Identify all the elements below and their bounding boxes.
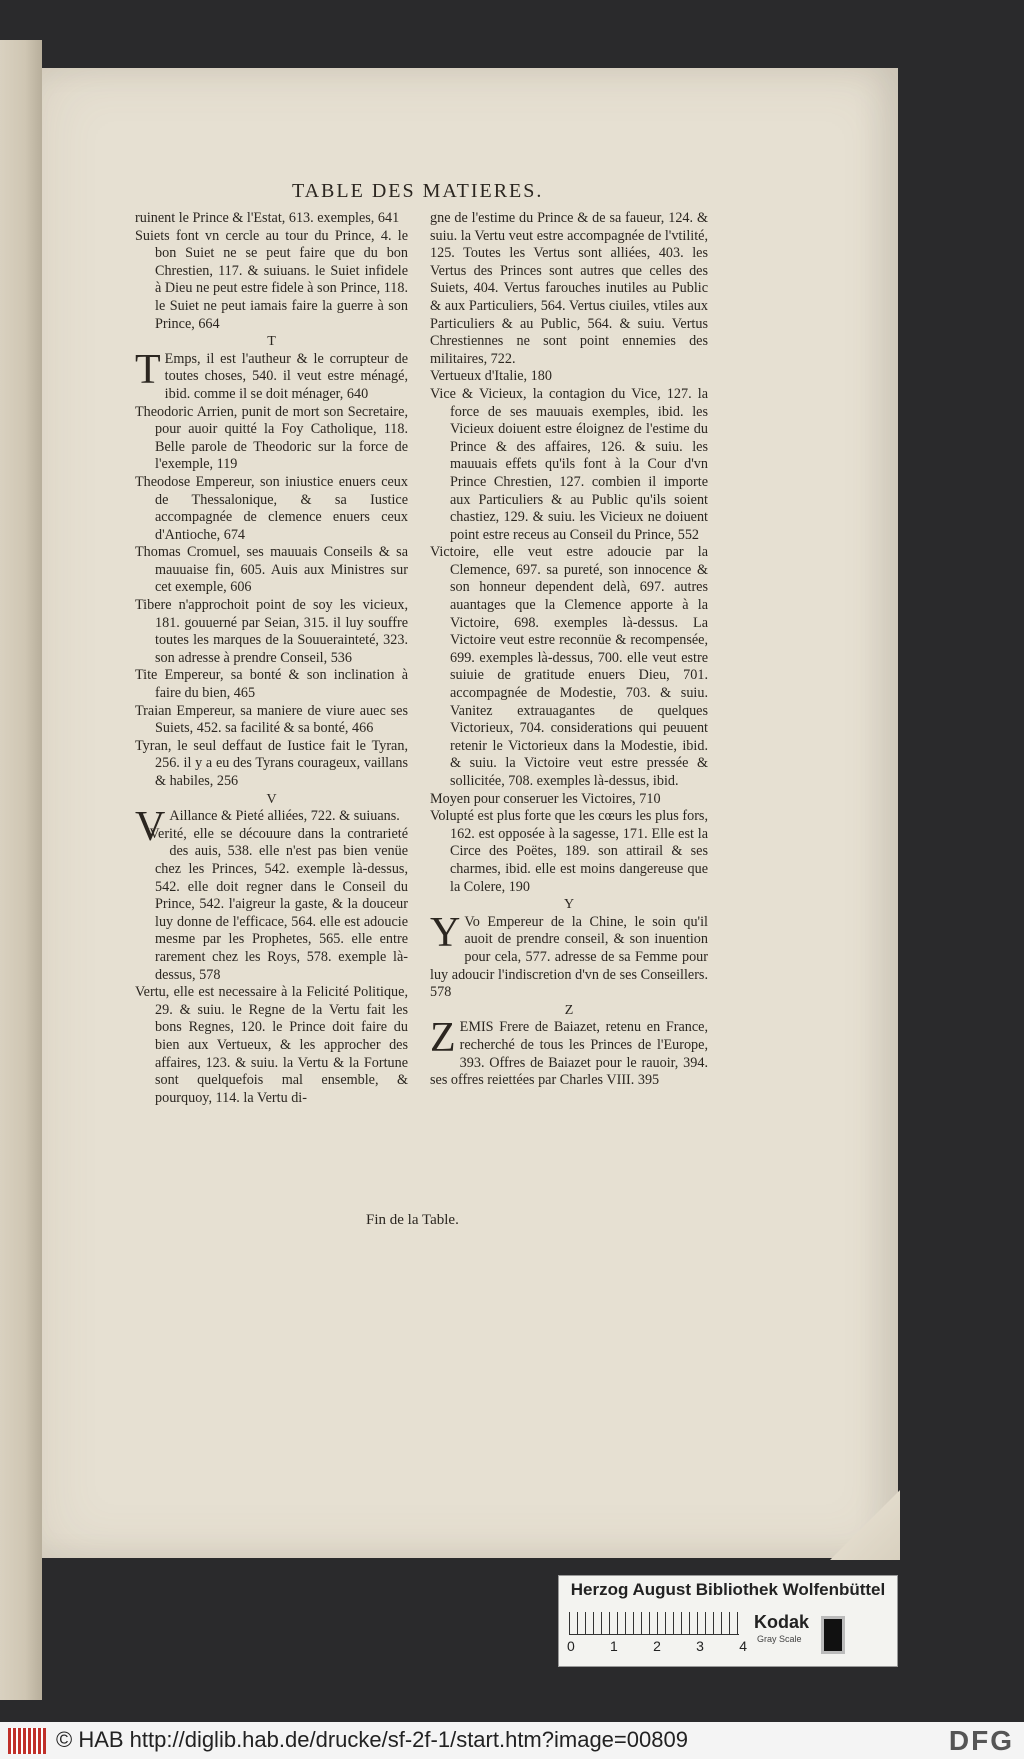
index-entry xyxy=(430,909,708,1002)
dfg-logo: DFG xyxy=(948,1725,1014,1756)
index-entry xyxy=(135,474,408,544)
drop-initial: V xyxy=(135,804,166,851)
index-entry-text: ruinent le Prince & l'Estat, 613. exemples, 641 xyxy=(135,210,400,226)
hab-logo-icon xyxy=(8,1728,46,1754)
scale-number: 2 xyxy=(653,1638,661,1654)
index-entry-text: gne de l'estime du Prince & de sa faueur, 124. & suiu. la Vertu veut estre accompagnée de l'vtilité, 125. Toutes les Vertus sont alliées, 403. les Vertus des Princes sont autres que celles des Suiets, 404. Vertus farouches inutiles au Public & aux Particuliers, 564. Vertus ciuiles, vtiles aux Particuliers & au Public, 564. & suiu. Vertus Chrestiennes ne sont point ennemies des militaires, 722. xyxy=(430,210,708,367)
index-entry-text: EMIS Frere de Baiazet, retenu en France, recherché de tous les Princes de l'Europe, 393. Offres de Baiazet pour le rauoir, 394. ses offres reiettées par Charles VIII. 395 xyxy=(430,1019,708,1089)
library-color-scale-card xyxy=(558,1575,898,1667)
index-entry xyxy=(430,808,708,896)
index-entry-text: Vice & Vicieux, la contagion du Vice, 127. la force de ses mauuais exemples, ibid. les Vicieux doiuent estre éloignez de l'estime du Prince & des affaires, 126. & suiu. les mauuais effets qu'ils font à la Cour d'vn Prince Chrestien, 127. combien il importe aux Particuliers & au Public qu'ils soient chastiez, 129. & suiu. les Vicieux ne doiuent point estre receus au Conseil du Prince, 552 xyxy=(430,385,708,543)
index-entry-text: Tite Empereur, sa bonté & son inclination à faire du bien, 465 xyxy=(135,667,408,702)
running-head: TABLE DES MATIERES. xyxy=(292,180,544,202)
scale-number: 4 xyxy=(739,1638,747,1654)
index-entry xyxy=(135,804,408,851)
index-entry xyxy=(135,404,408,474)
index-entry xyxy=(135,984,408,1107)
gray-scale-ruler xyxy=(569,1612,739,1635)
index-entry xyxy=(430,791,708,809)
index-entry xyxy=(135,346,408,404)
section-letter: Z xyxy=(564,1002,574,1018)
index-entry xyxy=(135,210,408,228)
index-entry-text: Aillance & Pieté alliées, 722. & suiuans. xyxy=(169,808,400,825)
index-entry xyxy=(430,210,708,368)
index-entry-text: Tibere n'approchoit point de soy les vicieux, 181. gouuerné par Seian, 315. il luy souffre toutes les marques de la Souuerainteté, 323. son adresse à prendre Conseil, 536 xyxy=(135,597,408,666)
index-column-left xyxy=(135,210,408,1107)
scale-numbers xyxy=(567,1638,747,1654)
index-entry xyxy=(135,228,408,334)
index-entry xyxy=(430,544,708,790)
scale-number: 0 xyxy=(567,1638,575,1654)
gray-patch xyxy=(821,1616,845,1654)
index-entry-text: Theodose Empereur, son iniustice enuers ceux de Thessalonique, & sa Iustice accompagnée de clemence enuers ceux d'Antioche, 674 xyxy=(135,473,408,543)
index-column-right xyxy=(430,210,708,1090)
index-entry-text: Moyen pour conseruer les Victoires, 710 xyxy=(430,790,661,807)
kodak-brand: Kodak xyxy=(754,1612,810,1632)
index-entry-text: Theodoric Arrien, punit de mort son Secretaire, pour auoir quitté la Foy Catholique, 118. Belle parole de Theodoric sur la force de l'exemple, 119 xyxy=(135,403,408,473)
library-name: Herzog August Bibliothek Wolfenbüttel xyxy=(570,1580,886,1599)
section-letter: V xyxy=(266,791,277,807)
drop-initial: Y xyxy=(430,909,461,956)
index-entry-text: Emps, il est l'autheur & le corrupteur de toutes choses, 540. il veut estre ménagé, ibid. comme il se doit ménager, 640 xyxy=(164,350,408,402)
index-entry xyxy=(135,738,408,791)
index-entry-text: Vertu, elle est necessaire à la Felicité Politique, 29. & suiu. le Regne de la Vertu fait les bons Regnes, 120. le Prince doit faire du bien aux Vertueux, & les approcher des affaires, 123. & suiu. la Vertu & la Fortune sont quelquefois mal ensemble, & pourquoy, 114. la Vertu di- xyxy=(135,984,408,1106)
end-of-table-text: Fin de la Table. xyxy=(366,1212,459,1228)
index-entry-text: Tyran, le seul deffaut de Iustice fait le Tyran, 256. il y a eu des Tyrans courageux, vaillans & habiles, 256 xyxy=(135,737,408,789)
scale-number: 1 xyxy=(610,1638,618,1654)
index-entry xyxy=(135,597,408,667)
drop-initial: T xyxy=(135,346,161,393)
index-entry xyxy=(135,826,408,984)
index-entry-text: Suiets font vn cercle au tour du Prince, 4. le bon Suiet ne se peut faire que du bon Chrestien, 117. & suiuans. le Suiet infidele à Dieu ne peut estre fidele à son Prince, 118. le Suiet ne peut iamais faire la guerre à son Prince, 664 xyxy=(135,227,408,332)
index-entry-text: Vertueux d'Italie, 180 xyxy=(430,368,552,385)
footer-bar xyxy=(0,1722,1024,1759)
scale-number: 3 xyxy=(696,1638,704,1654)
index-entry xyxy=(430,1015,708,1089)
index-entry-text: Traian Empereur, sa maniere de viure auec ses Suiets, 452. sa facilité & sa bonté, 466 xyxy=(135,702,408,737)
index-entry xyxy=(430,386,708,544)
index-entry xyxy=(135,703,408,738)
index-entry-text: Verité, elle se découure dans la contrarieté des auis, 538. elle n'est pas bien venüe chez les Princes, 542. exemple là-dessus, 542. elle doit regner dans le Conseil du Prince, 542. l'aigreur la gaste, & la douceur luy donne de l'efficace, 564. elle est adoucie mesme par les Prophetes, 565. elle entre rarement chez les Roys, 578. exemple là-dessus, 578 xyxy=(149,825,408,983)
index-entry-text: Vo Empereur de la Chine, le soin qu'il auoit de prendre conseil, & son inuention pour cela, 577. adresse de sa Femme pour luy adoucir l'indiscretion d'vn de ses Conseillers. 578 xyxy=(430,913,708,1001)
index-entry-text: Victoire, elle veut estre adoucie par la Clemence, 697. sa pureté, son innocence & son honneur dependent delà, 697. autres auantages que la Clemence apporte à la Victoire, 698. exemples là-dessus. La Victoire veut estre reconnüe & recompensée, 699. exemples là-dessus, 700. elle veut estre suiuie de gratitude enuers Dieu, 701. accompagnée de Modestie, 703. & suiu. Vanitez extrauagantes de quelques Victorieux, 704. considerations qui peuuent retenir le Victorieux dans la Modestie, ibid. & suiu. la Victoire veut estre pressée & sollicitée, 708. exemples là-dessus, ibid. xyxy=(430,544,708,789)
section-letter: Y xyxy=(563,897,575,913)
index-entry xyxy=(430,368,708,386)
index-entry-text: Thomas Cromuel, ses mauuais Conseils & sa mauuaise fin, 605. Auis aux Ministres sur cet exemple, 606 xyxy=(135,544,408,596)
section-letter: T xyxy=(267,334,276,350)
index-entry-text: Volupté est plus forte que les cœurs les plus fors, 162. est opposée à la sagesse, 171. Elle est la Circe des Poëtes, 189. son attirail & ses charmes, ibid. elle est moins dangereuse que la Colere, 190 xyxy=(430,808,708,895)
drop-initial: Z xyxy=(430,1015,456,1062)
adjacent-page-edge xyxy=(0,40,42,1700)
index-entry xyxy=(135,544,408,597)
index-entry xyxy=(135,667,408,702)
footer-credit-link[interactable]: © HAB http://diglib.hab.de/drucke/sf-2f-1/start.htm?image=00809 xyxy=(56,1727,688,1752)
kodak-subtitle: Gray Scale xyxy=(757,1634,802,1644)
